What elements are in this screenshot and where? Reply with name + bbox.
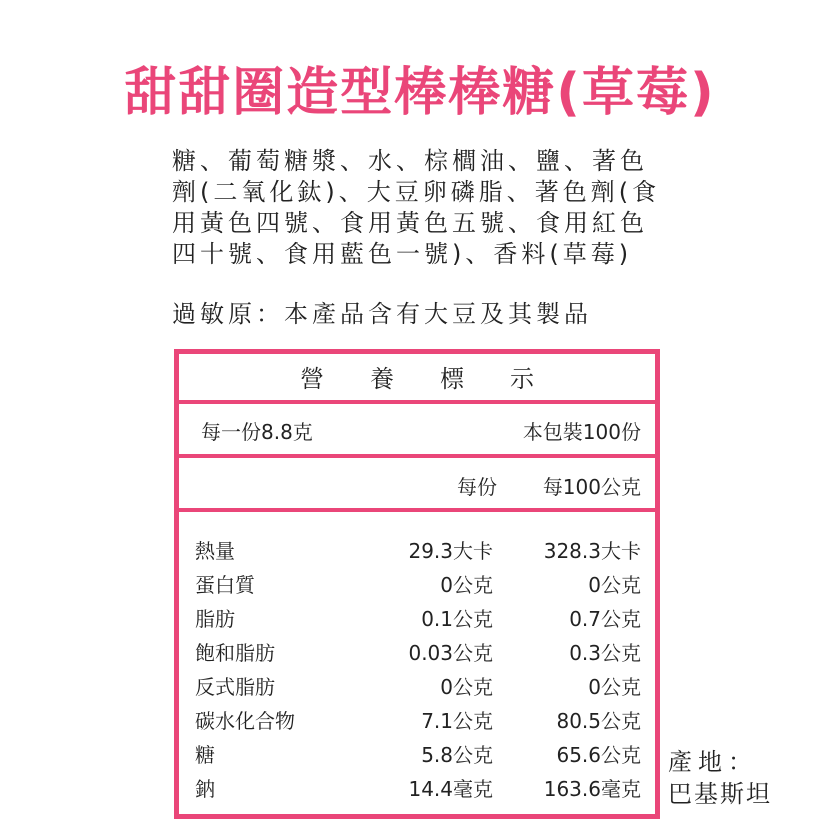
column-per-100g: 每100公克 [542,475,641,499]
allergen-statement: 過敏原：本產品含有大豆及其製品 [172,300,592,328]
nutrient-per-serving: 14.4毫克 [408,777,493,801]
nutrient-name: 蛋白質 [195,573,255,597]
divider [179,508,655,512]
nutrient-row [179,670,655,704]
nutrient-per-serving: 7.1公克 [421,709,493,733]
nutrient-per-serving: 29.3大卡 [408,539,493,563]
nutrient-name: 熱量 [195,539,235,563]
nutrition-facts-panel [174,349,660,819]
nutrient-per-serving: 0公克 [440,675,493,699]
column-per-serving: 每份 [457,475,497,499]
nutrient-name: 鈉 [195,777,215,801]
nutrient-per-100g: 65.6公克 [556,743,641,767]
nutrient-name: 糖 [195,743,215,767]
divider [179,400,655,404]
serving-size: 每一份8.8克 [201,420,313,444]
nutrient-per-100g: 0.7公克 [569,607,641,631]
origin-label: 產地： [668,748,758,776]
ingredients-line: 四十號、食用藍色一號)、香料(草莓) [172,240,633,268]
nutrient-row [179,704,655,738]
nutrient-name: 反式脂肪 [195,675,275,699]
serving-info-row [179,408,655,454]
divider [179,454,655,458]
ingredients-line: 劑(二氧化鈦)、大豆卵磷脂、著色劑(食 [172,178,661,206]
ingredients-line: 糖、葡萄糖漿、水、棕櫚油、鹽、著色 [172,147,648,175]
country-of-origin [668,746,772,810]
nutrient-row [179,772,655,806]
servings-per-package: 本包裝100份 [522,420,641,444]
nutrient-per-serving: 0.03公克 [408,641,493,665]
origin-country: 巴基斯坦 [668,780,772,808]
ingredients-line: 用黃色四號、食用黃色五號、食用紅色 [172,209,648,237]
nutrient-row [179,602,655,636]
nutrient-row [179,738,655,772]
nutrient-name: 碳水化合物 [195,709,295,733]
nutrient-per-100g: 328.3大卡 [543,539,641,563]
nutrient-per-100g: 0公克 [588,675,641,699]
nutrient-row [179,568,655,602]
nutrient-per-serving: 0.1公克 [421,607,493,631]
ingredients-text [172,146,692,270]
nutrient-per-100g: 80.5公克 [556,709,641,733]
nutrient-per-100g: 163.6毫克 [543,777,641,801]
product-title: 甜甜圈造型棒棒糖(草莓) [124,63,716,123]
nutrient-name: 飽和脂肪 [195,641,275,665]
nutrient-per-100g: 0公克 [588,573,641,597]
nutrient-row [179,534,655,568]
column-header-row [179,462,655,508]
nutrient-per-serving: 0公克 [440,573,493,597]
nutrient-per-100g: 0.3公克 [569,641,641,665]
nutrient-name: 脂肪 [195,607,235,631]
nutrient-per-serving: 5.8公克 [421,743,493,767]
nutrition-heading: 營養標示 [300,365,580,393]
nutrient-row [179,636,655,670]
